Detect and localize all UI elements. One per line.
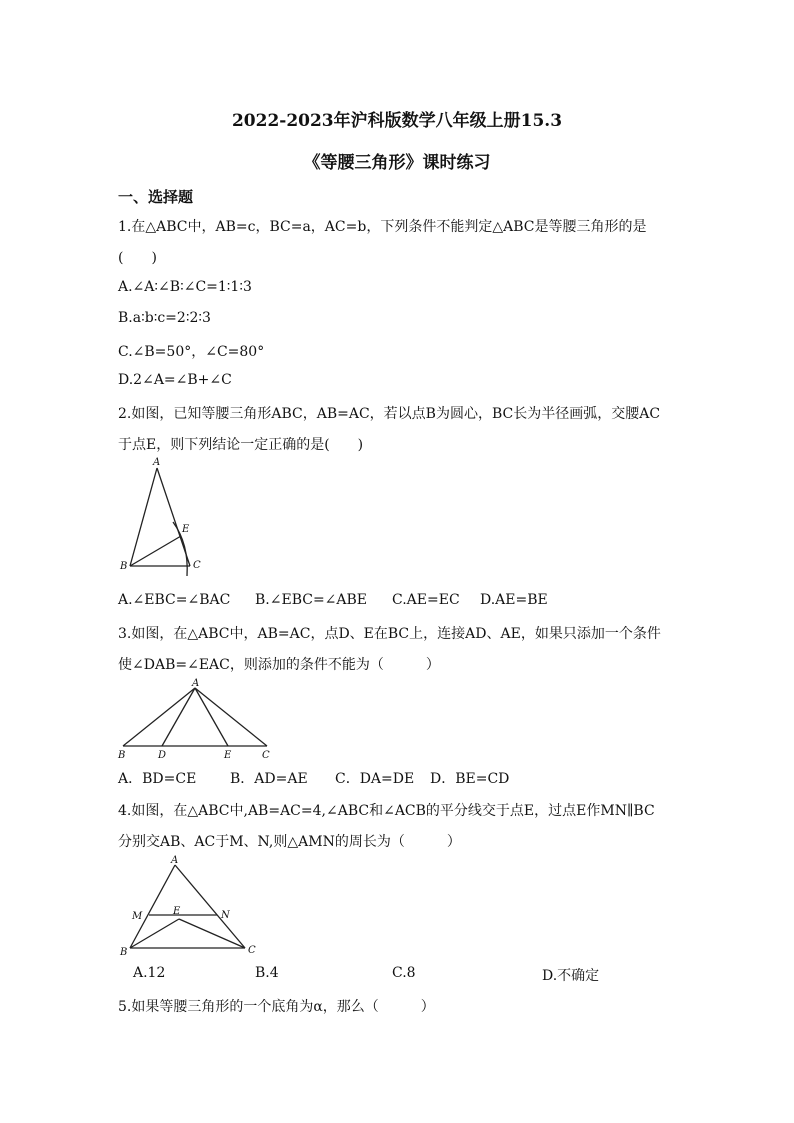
- q3-label-b: B: [118, 750, 126, 761]
- q2-figure: [115, 456, 215, 581]
- q5-stem: 5.如果等腰三角形的一个底角为α，那么（ ）: [118, 999, 435, 1015]
- title-line-1: 2022-2023年沪科版数学八年级上册15.3: [231, 111, 563, 131]
- q4-figure: [115, 852, 265, 962]
- q2-label-e: E: [182, 524, 190, 535]
- q2-label-a: A: [153, 457, 161, 468]
- section-heading: 一、选择题: [118, 188, 194, 206]
- q2-label-c: C: [193, 560, 201, 571]
- q4-stem-1: 4.如图，在△ABC中,AB=AC=4,∠ABC和∠ACB的平分线交于点E，过点E作MN∥BC: [118, 803, 655, 819]
- q2-stem-1: 2.如图，已知等腰三角形ABC，AB=AC，若以点B为圆心，BC长为半径画弧，交腰AC: [118, 406, 661, 422]
- q3-stem-2: 使∠DAB=∠EAC，则添加的条件不能为（ ）: [118, 657, 440, 673]
- q3-figure: [115, 678, 280, 760]
- q3-option-a: A．BD=CE: [118, 771, 197, 787]
- q2-option-c: C.AE=EC: [392, 592, 460, 608]
- q2-option-b: B.∠EBC=∠ABE: [255, 592, 368, 608]
- q3-label-e: E: [224, 750, 232, 761]
- q1-option-d: D.2∠A=∠B+∠C: [118, 372, 232, 388]
- q4-option-d: D.不确定: [542, 968, 600, 984]
- q3-label-c: C: [262, 750, 270, 761]
- q1-option-c: C.∠B=50°，∠C=80°: [118, 344, 265, 360]
- q3-option-b: B．AD=AE: [230, 771, 308, 787]
- q1-blank: ( ): [118, 250, 157, 266]
- q4-label-e: E: [173, 906, 181, 917]
- q2-option-d: D.AE=BE: [480, 592, 548, 608]
- title-line-2: 《等腰三角形》课时练习: [303, 153, 491, 173]
- q4-label-a: A: [171, 855, 179, 866]
- q4-label-b: B: [120, 947, 128, 958]
- q4-label-c: C: [248, 945, 256, 956]
- q3-label-d: D: [158, 750, 167, 761]
- q3-label-a: A: [192, 678, 200, 689]
- q2-label-b: B: [120, 561, 128, 572]
- q1-option-a: A.∠A∶∠B∶∠C=1∶1∶3: [118, 279, 252, 295]
- q4-stem-2: 分别交AB、AC于M、N,则△AMN的周长为（ ）: [118, 834, 461, 850]
- q1-stem: 1.在△ABC中，AB=c，BC=a，AC=b，下列条件不能判定△ABC是等腰三角形的是: [118, 219, 647, 235]
- q3-stem-1: 3.如图，在△ABC中，AB=AC，点D、E在BC上，连接AD、AE，如果只添加一个条件: [118, 626, 661, 642]
- q3-option-c: C．DA=DE: [335, 771, 415, 787]
- q4-option-b: B.4: [255, 965, 279, 981]
- q2-option-a: A.∠EBC=∠BAC: [118, 592, 231, 608]
- q4-option-a: A.12: [133, 965, 166, 981]
- q2-stem-2: 于点E，则下列结论一定正确的是( ): [118, 437, 364, 453]
- q4-label-n: N: [221, 910, 230, 921]
- q3-option-d: D．BE=CD: [430, 771, 510, 787]
- q1-option-b: B.a∶b∶c=2∶2∶3: [118, 310, 211, 326]
- q4-label-m: M: [132, 911, 143, 922]
- q4-option-c: C.8: [392, 965, 416, 981]
